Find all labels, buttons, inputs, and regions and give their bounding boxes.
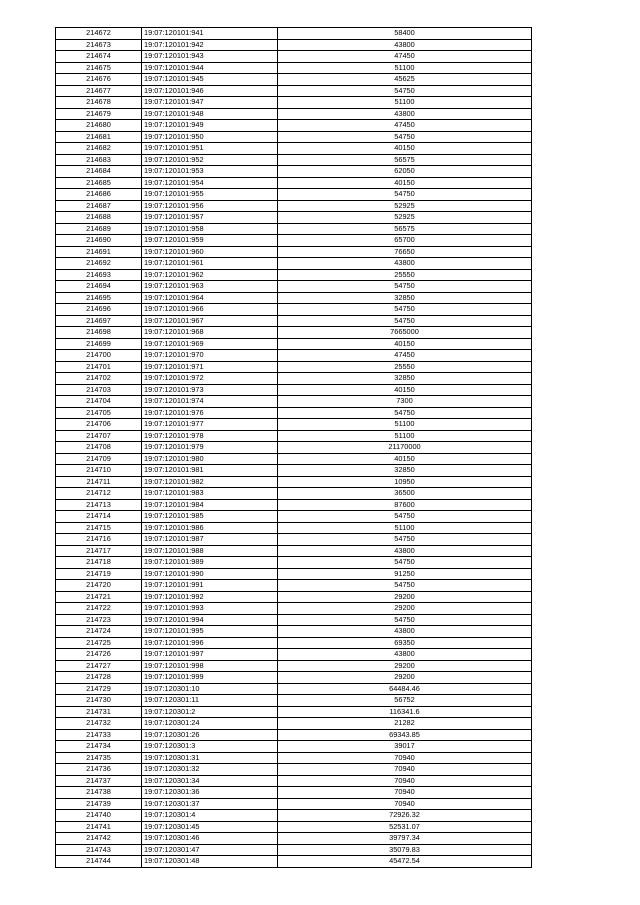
cadastral-code-cell: 19:07:120301:46: [142, 833, 278, 845]
amount-cell: 43800: [278, 626, 532, 638]
table-row: [56, 97, 532, 109]
cadastral-code-cell: 19:07:120101:970: [142, 350, 278, 362]
table-row: [56, 292, 532, 304]
cadastral-code-cell: 19:07:120301:32: [142, 764, 278, 776]
row-id-cell: 214710: [56, 465, 142, 477]
row-id-cell: 214744: [56, 856, 142, 868]
cadastral-code-cell: 19:07:120101:979: [142, 442, 278, 454]
cadastral-code-cell: 19:07:120101:962: [142, 269, 278, 281]
row-id-cell: 214734: [56, 741, 142, 753]
cadastral-code-cell: 19:07:120101:960: [142, 246, 278, 258]
table-row: [56, 764, 532, 776]
row-id-cell: 214703: [56, 384, 142, 396]
table-row: [56, 338, 532, 350]
cadastral-code-cell: 19:07:120101:982: [142, 476, 278, 488]
row-id-cell: 214701: [56, 361, 142, 373]
amount-cell: 54750: [278, 315, 532, 327]
cadastral-code-cell: 19:07:120101:947: [142, 97, 278, 109]
table-row: [56, 626, 532, 638]
amount-cell: 76650: [278, 246, 532, 258]
table-row: [56, 327, 532, 339]
table-row: [56, 683, 532, 695]
cadastral-code-cell: 19:07:120101:963: [142, 281, 278, 293]
table-row: [56, 798, 532, 810]
table-row: [56, 419, 532, 431]
cadastral-code-cell: 19:07:120101:961: [142, 258, 278, 270]
amount-cell: 43800: [278, 545, 532, 557]
cadastral-code-cell: 19:07:120101:993: [142, 603, 278, 615]
row-id-cell: 214700: [56, 350, 142, 362]
amount-cell: 116341.6: [278, 706, 532, 718]
amount-cell: 91250: [278, 568, 532, 580]
cadastral-code-cell: 19:07:120101:998: [142, 660, 278, 672]
amount-cell: 7665000: [278, 327, 532, 339]
table-row: [56, 131, 532, 143]
cadastral-code-cell: 19:07:120101:972: [142, 373, 278, 385]
table-row: [56, 672, 532, 684]
amount-cell: 54750: [278, 304, 532, 316]
cadastral-code-cell: 19:07:120101:958: [142, 223, 278, 235]
cadastral-code-cell: 19:07:120101:955: [142, 189, 278, 201]
cadastral-code-cell: 19:07:120101:992: [142, 591, 278, 603]
amount-cell: 62050: [278, 166, 532, 178]
table-row: [56, 775, 532, 787]
row-id-cell: 214678: [56, 97, 142, 109]
cadastral-code-cell: 19:07:120101:968: [142, 327, 278, 339]
row-id-cell: 214741: [56, 821, 142, 833]
row-id-cell: 214706: [56, 419, 142, 431]
cadastral-code-cell: 19:07:120101:980: [142, 453, 278, 465]
table-row: [56, 453, 532, 465]
table-row: [56, 315, 532, 327]
amount-cell: 32850: [278, 292, 532, 304]
row-id-cell: 214721: [56, 591, 142, 603]
row-id-cell: 214681: [56, 131, 142, 143]
table-row: [56, 637, 532, 649]
row-id-cell: 214684: [56, 166, 142, 178]
row-id-cell: 214720: [56, 580, 142, 592]
cadastral-code-cell: 19:07:120101:956: [142, 200, 278, 212]
row-id-cell: 214692: [56, 258, 142, 270]
cadastral-code-cell: 19:07:120101:944: [142, 62, 278, 74]
table-row: [56, 568, 532, 580]
cadastral-code-cell: 19:07:120101:991: [142, 580, 278, 592]
table-row: [56, 246, 532, 258]
amount-cell: 40150: [278, 143, 532, 155]
row-id-cell: 214707: [56, 430, 142, 442]
cadastral-code-cell: 19:07:120101:995: [142, 626, 278, 638]
table-row: [56, 143, 532, 155]
amount-cell: 10950: [278, 476, 532, 488]
amount-cell: 52925: [278, 200, 532, 212]
cadastral-code-cell: 19:07:120101:984: [142, 499, 278, 511]
table-row: [56, 258, 532, 270]
amount-cell: 36500: [278, 488, 532, 500]
row-id-cell: 214696: [56, 304, 142, 316]
row-id-cell: 214687: [56, 200, 142, 212]
amount-cell: 32850: [278, 373, 532, 385]
row-id-cell: 214732: [56, 718, 142, 730]
cadastral-code-cell: 19:07:120101:978: [142, 430, 278, 442]
cadastral-code-cell: 19:07:120301:10: [142, 683, 278, 695]
amount-cell: 72926.32: [278, 810, 532, 822]
cadastral-code-cell: 19:07:120101:943: [142, 51, 278, 63]
row-id-cell: 214712: [56, 488, 142, 500]
cadastral-code-cell: 19:07:120301:45: [142, 821, 278, 833]
cadastral-code-cell: 19:07:120101:954: [142, 177, 278, 189]
row-id-cell: 214673: [56, 39, 142, 51]
row-id-cell: 214702: [56, 373, 142, 385]
amount-cell: 69350: [278, 637, 532, 649]
amount-cell: 54750: [278, 511, 532, 523]
amount-cell: 25550: [278, 361, 532, 373]
table-row: [56, 833, 532, 845]
cadastral-code-cell: 19:07:120101:964: [142, 292, 278, 304]
amount-cell: 47450: [278, 120, 532, 132]
table-row: [56, 28, 532, 40]
amount-cell: 56575: [278, 223, 532, 235]
table-row: [56, 154, 532, 166]
cadastral-code-cell: 19:07:120101:957: [142, 212, 278, 224]
table-row: [56, 603, 532, 615]
amount-cell: 39797.34: [278, 833, 532, 845]
table-row: [56, 212, 532, 224]
amount-cell: 21282: [278, 718, 532, 730]
table-row: [56, 499, 532, 511]
cadastral-code-cell: 19:07:120101:981: [142, 465, 278, 477]
table-row: [56, 373, 532, 385]
table-row: [56, 465, 532, 477]
row-id-cell: 214727: [56, 660, 142, 672]
cadastral-code-cell: 19:07:120301:24: [142, 718, 278, 730]
amount-cell: 29200: [278, 672, 532, 684]
table-row: [56, 85, 532, 97]
row-id-cell: 214726: [56, 649, 142, 661]
amount-cell: 21170000: [278, 442, 532, 454]
cadastral-code-cell: 19:07:120101:977: [142, 419, 278, 431]
amount-cell: 70940: [278, 775, 532, 787]
row-id-cell: 214743: [56, 844, 142, 856]
table-row: [56, 821, 532, 833]
row-id-cell: 214735: [56, 752, 142, 764]
table-row: [56, 189, 532, 201]
cadastral-code-cell: 19:07:120101:976: [142, 407, 278, 419]
row-id-cell: 214698: [56, 327, 142, 339]
row-id-cell: 214697: [56, 315, 142, 327]
cadastral-code-cell: 19:07:120101:969: [142, 338, 278, 350]
row-id-cell: 214738: [56, 787, 142, 799]
amount-cell: 54750: [278, 557, 532, 569]
amount-cell: 40150: [278, 338, 532, 350]
row-id-cell: 214733: [56, 729, 142, 741]
amount-cell: 87600: [278, 499, 532, 511]
amount-cell: 70940: [278, 764, 532, 776]
row-id-cell: 214717: [56, 545, 142, 557]
cadastral-code-cell: 19:07:120101:988: [142, 545, 278, 557]
cadastral-code-cell: 19:07:120101:948: [142, 108, 278, 120]
row-id-cell: 214693: [56, 269, 142, 281]
row-id-cell: 214683: [56, 154, 142, 166]
table-row: [56, 177, 532, 189]
amount-cell: 51100: [278, 62, 532, 74]
table-row: [56, 281, 532, 293]
amount-cell: 56575: [278, 154, 532, 166]
cadastral-code-cell: 19:07:120101:959: [142, 235, 278, 247]
table-row: [56, 695, 532, 707]
table-row: [56, 350, 532, 362]
table-row: [56, 545, 532, 557]
table-row: [56, 660, 532, 672]
amount-cell: 54750: [278, 281, 532, 293]
amount-cell: 54750: [278, 85, 532, 97]
amount-cell: 54750: [278, 131, 532, 143]
row-id-cell: 214719: [56, 568, 142, 580]
table-body: [56, 28, 532, 868]
table-row: [56, 223, 532, 235]
table-row: [56, 534, 532, 546]
amount-cell: 54750: [278, 189, 532, 201]
table-row: [56, 442, 532, 454]
table-row: [56, 108, 532, 120]
row-id-cell: 214725: [56, 637, 142, 649]
cadastral-code-cell: 19:07:120101:967: [142, 315, 278, 327]
amount-cell: 32850: [278, 465, 532, 477]
cadastral-code-cell: 19:07:120301:3: [142, 741, 278, 753]
row-id-cell: 214713: [56, 499, 142, 511]
table-row: [56, 476, 532, 488]
table-row: [56, 120, 532, 132]
cadastral-code-cell: 19:07:120101:997: [142, 649, 278, 661]
cadastral-code-cell: 19:07:120101:987: [142, 534, 278, 546]
row-id-cell: 214699: [56, 338, 142, 350]
row-id-cell: 214742: [56, 833, 142, 845]
row-id-cell: 214680: [56, 120, 142, 132]
cadastral-code-cell: 19:07:120101:974: [142, 396, 278, 408]
cadastral-code-cell: 19:07:120101:971: [142, 361, 278, 373]
table-row: [56, 74, 532, 86]
cadastral-code-cell: 19:07:120301:2: [142, 706, 278, 718]
cadastral-code-cell: 19:07:120101:952: [142, 154, 278, 166]
row-id-cell: 214729: [56, 683, 142, 695]
row-id-cell: 214731: [56, 706, 142, 718]
cadastral-code-cell: 19:07:120101:990: [142, 568, 278, 580]
amount-cell: 39017: [278, 741, 532, 753]
cadastral-code-cell: 19:07:120301:11: [142, 695, 278, 707]
amount-cell: 51100: [278, 97, 532, 109]
amount-cell: 40150: [278, 384, 532, 396]
amount-cell: 52925: [278, 212, 532, 224]
amount-cell: 29200: [278, 660, 532, 672]
table-row: [56, 591, 532, 603]
row-id-cell: 214714: [56, 511, 142, 523]
amount-cell: 69343.85: [278, 729, 532, 741]
cadastral-code-cell: 19:07:120301:34: [142, 775, 278, 787]
cadastral-code-cell: 19:07:120301:48: [142, 856, 278, 868]
row-id-cell: 214675: [56, 62, 142, 74]
cadastral-code-cell: 19:07:120101:996: [142, 637, 278, 649]
table-row: [56, 269, 532, 281]
table-row: [56, 706, 532, 718]
table-row: [56, 304, 532, 316]
row-id-cell: 214679: [56, 108, 142, 120]
table-row: [56, 235, 532, 247]
table-row: [56, 511, 532, 523]
table-row: [56, 39, 532, 51]
amount-cell: 45472.54: [278, 856, 532, 868]
cadastral-code-cell: 19:07:120101:949: [142, 120, 278, 132]
row-id-cell: 214739: [56, 798, 142, 810]
row-id-cell: 214736: [56, 764, 142, 776]
table-row: [56, 649, 532, 661]
amount-cell: 70940: [278, 752, 532, 764]
amount-cell: 45625: [278, 74, 532, 86]
table-row: [56, 844, 532, 856]
amount-cell: 56752: [278, 695, 532, 707]
cadastral-code-cell: 19:07:120301:47: [142, 844, 278, 856]
amount-cell: 64484.46: [278, 683, 532, 695]
table-row: [56, 407, 532, 419]
table-row: [56, 729, 532, 741]
amount-cell: 54750: [278, 534, 532, 546]
row-id-cell: 214676: [56, 74, 142, 86]
table-row: [56, 361, 532, 373]
cadastral-code-cell: 19:07:120101:986: [142, 522, 278, 534]
row-id-cell: 214689: [56, 223, 142, 235]
table-row: [56, 856, 532, 868]
cadastral-code-cell: 19:07:120301:37: [142, 798, 278, 810]
row-id-cell: 214740: [56, 810, 142, 822]
table-row: [56, 166, 532, 178]
table-row: [56, 62, 532, 74]
amount-cell: 43800: [278, 258, 532, 270]
table-row: [56, 557, 532, 569]
amount-cell: 40150: [278, 177, 532, 189]
amount-cell: 65700: [278, 235, 532, 247]
cadastral-code-cell: 19:07:120301:4: [142, 810, 278, 822]
row-id-cell: 214723: [56, 614, 142, 626]
amount-cell: 54750: [278, 580, 532, 592]
table-row: [56, 51, 532, 63]
amount-cell: 58400: [278, 28, 532, 40]
amount-cell: 51100: [278, 430, 532, 442]
cadastral-code-cell: 19:07:120101:994: [142, 614, 278, 626]
amount-cell: 47450: [278, 350, 532, 362]
cadastral-code-cell: 19:07:120101:946: [142, 85, 278, 97]
row-id-cell: 214718: [56, 557, 142, 569]
row-id-cell: 214722: [56, 603, 142, 615]
row-id-cell: 214708: [56, 442, 142, 454]
amount-cell: 29200: [278, 603, 532, 615]
row-id-cell: 214705: [56, 407, 142, 419]
cadastral-code-cell: 19:07:120101:999: [142, 672, 278, 684]
cadastral-code-cell: 19:07:120101:973: [142, 384, 278, 396]
amount-cell: 25550: [278, 269, 532, 281]
amount-cell: 35079.83: [278, 844, 532, 856]
amount-cell: 70940: [278, 787, 532, 799]
amount-cell: 54750: [278, 614, 532, 626]
cadastral-code-cell: 19:07:120101:945: [142, 74, 278, 86]
row-id-cell: 214682: [56, 143, 142, 155]
table-row: [56, 614, 532, 626]
table-row: [56, 741, 532, 753]
table-row: [56, 787, 532, 799]
data-table: [55, 27, 532, 868]
cadastral-code-cell: 19:07:120301:31: [142, 752, 278, 764]
amount-cell: 29200: [278, 591, 532, 603]
cadastral-code-cell: 19:07:120101:966: [142, 304, 278, 316]
amount-cell: 51100: [278, 522, 532, 534]
row-id-cell: 214728: [56, 672, 142, 684]
row-id-cell: 214677: [56, 85, 142, 97]
table-row: [56, 430, 532, 442]
row-id-cell: 214724: [56, 626, 142, 638]
row-id-cell: 214715: [56, 522, 142, 534]
row-id-cell: 214709: [56, 453, 142, 465]
row-id-cell: 214730: [56, 695, 142, 707]
table-row: [56, 396, 532, 408]
cadastral-code-cell: 19:07:120101:983: [142, 488, 278, 500]
amount-cell: 7300: [278, 396, 532, 408]
amount-cell: 43800: [278, 108, 532, 120]
cadastral-code-cell: 19:07:120101:941: [142, 28, 278, 40]
amount-cell: 43800: [278, 39, 532, 51]
cadastral-code-cell: 19:07:120101:951: [142, 143, 278, 155]
row-id-cell: 214716: [56, 534, 142, 546]
row-id-cell: 214685: [56, 177, 142, 189]
table-row: [56, 488, 532, 500]
row-id-cell: 214737: [56, 775, 142, 787]
row-id-cell: 214704: [56, 396, 142, 408]
amount-cell: 70940: [278, 798, 532, 810]
row-id-cell: 214686: [56, 189, 142, 201]
amount-cell: 43800: [278, 649, 532, 661]
row-id-cell: 214691: [56, 246, 142, 258]
cadastral-code-cell: 19:07:120101:950: [142, 131, 278, 143]
table-row: [56, 718, 532, 730]
row-id-cell: 214674: [56, 51, 142, 63]
table-row: [56, 752, 532, 764]
table-row: [56, 522, 532, 534]
cadastral-code-cell: 19:07:120101:989: [142, 557, 278, 569]
cadastral-code-cell: 19:07:120101:942: [142, 39, 278, 51]
cadastral-code-cell: 19:07:120101:985: [142, 511, 278, 523]
row-id-cell: 214688: [56, 212, 142, 224]
row-id-cell: 214694: [56, 281, 142, 293]
amount-cell: 47450: [278, 51, 532, 63]
cadastral-code-cell: 19:07:120101:953: [142, 166, 278, 178]
amount-cell: 51100: [278, 419, 532, 431]
amount-cell: 40150: [278, 453, 532, 465]
row-id-cell: 214672: [56, 28, 142, 40]
row-id-cell: 214695: [56, 292, 142, 304]
table-row: [56, 810, 532, 822]
amount-cell: 54750: [278, 407, 532, 419]
table-row: [56, 580, 532, 592]
cadastral-code-cell: 19:07:120301:26: [142, 729, 278, 741]
amount-cell: 52531.07: [278, 821, 532, 833]
cadastral-code-cell: 19:07:120301:36: [142, 787, 278, 799]
table-row: [56, 384, 532, 396]
row-id-cell: 214711: [56, 476, 142, 488]
table-row: [56, 200, 532, 212]
row-id-cell: 214690: [56, 235, 142, 247]
